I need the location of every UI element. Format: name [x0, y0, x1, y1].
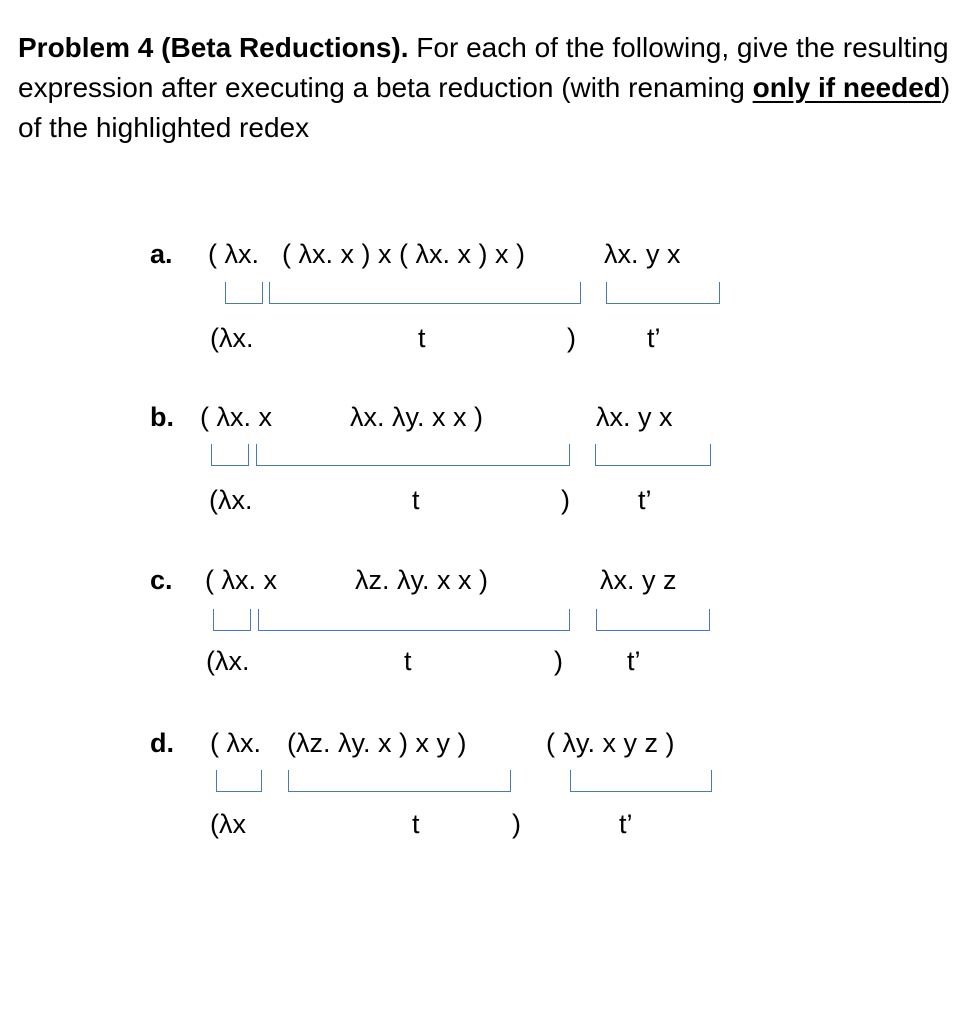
problem-b-bracket-body — [256, 444, 570, 466]
problem-a-sub-argument: t’ — [647, 323, 661, 353]
problem-b-sub-body: t — [412, 485, 420, 515]
problem-d-bracket-argument — [570, 770, 712, 792]
problem-b-argument: λx. y x — [596, 402, 673, 432]
problem-d-bracket-binder — [216, 770, 262, 792]
problem-c-sub-binder: (λx. — [206, 646, 250, 676]
problem-a-label: a. — [150, 239, 173, 269]
problem-a-binder: ( λx. — [208, 239, 259, 269]
problem-b-binder: ( λx. x — [200, 402, 272, 432]
problem-a-sub-body: t — [418, 323, 426, 353]
problem-b-label: b. — [150, 402, 174, 432]
problem-c-sub-paren: ) — [554, 646, 563, 676]
problem-c-bracket-binder — [213, 609, 251, 631]
problem-d-sub-body: t — [412, 809, 420, 839]
problem-d-sub-binder: (λx — [210, 809, 246, 839]
problem-b-sub-paren: ) — [561, 485, 570, 515]
problem-title: Problem 4 (Beta Reductions). — [18, 32, 409, 63]
problem-a-argument: λx. y x — [604, 239, 681, 269]
problem-c-binder: ( λx. x — [205, 565, 277, 595]
problem-a-body: ( λx. x ) x ( λx. x ) x ) — [282, 239, 525, 269]
problem-c-label: c. — [150, 565, 173, 595]
problem-d-bracket-body — [288, 770, 511, 792]
problem-b-body: λx. λy. x x ) — [350, 402, 483, 432]
problem-c-argument: λx. y z — [600, 565, 677, 595]
problem-a-bracket-body — [269, 282, 581, 304]
problem-b-sub-argument: t’ — [638, 485, 652, 515]
problem-header — [18, 28, 968, 148]
problem-c-bracket-body — [258, 609, 570, 631]
problem-a-bracket-argument — [606, 282, 720, 304]
problem-a-bracket-binder — [225, 282, 263, 304]
problem-c-sub-argument: t’ — [627, 646, 641, 676]
problem-d-argument: ( λy. x y z ) — [546, 728, 675, 758]
problem-outro: ) of the highlighted redex — [18, 72, 951, 143]
problem-b-bracket-argument — [595, 444, 711, 466]
problem-a-sub-binder: (λx. — [210, 323, 254, 353]
problem-d-sub-paren: ) — [512, 809, 521, 839]
problem-a-sub-paren: ) — [567, 323, 576, 353]
problem-emphasis: only if needed — [752, 72, 941, 103]
problem-d-body: (λz. λy. x ) x y ) — [287, 728, 467, 758]
problem-c-body: λz. λy. x x ) — [355, 565, 488, 595]
problem-c-sub-body: t — [404, 646, 412, 676]
problem-b-bracket-binder — [211, 444, 249, 466]
problem-intro: For each of the following, give the resulting expression after executing a beta reduction (with renaming — [18, 32, 949, 103]
problem-c-bracket-argument — [596, 609, 710, 631]
problem-b-sub-binder: (λx. — [209, 485, 253, 515]
problem-d-label: d. — [150, 728, 174, 758]
problem-d-binder: ( λx. — [210, 728, 261, 758]
problem-d-sub-argument: t’ — [619, 809, 633, 839]
